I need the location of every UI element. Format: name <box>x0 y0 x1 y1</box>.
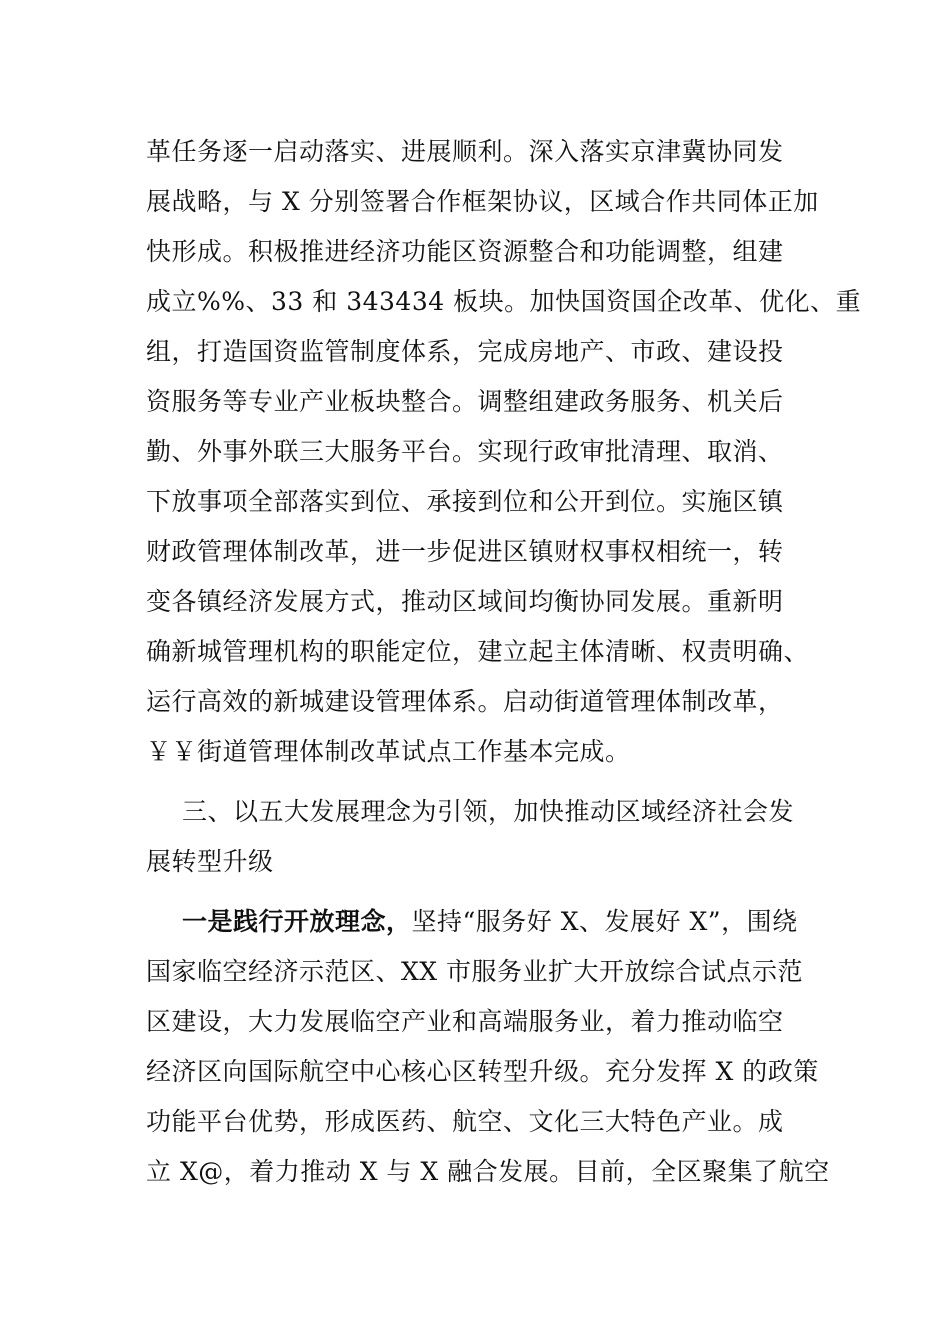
paragraph-2-lead-bold: 一是践行开放理念， <box>182 907 412 936</box>
section-heading-line-2: 展转型升级 <box>146 847 274 876</box>
paragraph-2-line-1-rest: 坚持“服务好 X、发展好 X”，围绕 <box>411 907 798 936</box>
paragraph-2-line-1 <box>182 906 852 938</box>
paragraph-1-line-1: 革任务逐一启动落实、进展顺利。深入落实京津冀协同发 <box>146 137 784 166</box>
paragraph-2-line-3: 区建设，大力发展临空产业和高端服务业，着力推动临空 <box>146 1007 784 1036</box>
paragraph-1-line-5: 组，打造国资监管制度体系，完成房地产、市政、建设投 <box>146 337 784 366</box>
paragraph-1-line-10: 变各镇经济发展方式，推动区域间均衡协同发展。重新明 <box>146 587 784 616</box>
paragraph-1-line-2: 展战略，与 X 分别签署合作框架协议，区域合作共同体正加 <box>146 187 819 216</box>
paragraph-2-line-2: 国家临空经济示范区、XX 市服务业扩大开放综合试点示范 <box>146 957 804 986</box>
paragraph-2-line-6: 立 X@，着力推动 X 与 X 融合发展。目前，全区聚集了航空 <box>146 1157 830 1186</box>
paragraph-1-line-7: 勤、外事外联三大服务平台。实现行政审批清理、取消、 <box>146 437 784 466</box>
paragraph-2-line-5: 功能平台优势，形成医药、航空、文化三大特色产业。成 <box>146 1107 784 1136</box>
paragraph-1-line-11: 确新城管理机构的职能定位，建立起主体清晰、权责明确、 <box>146 637 810 666</box>
paragraph-1-line-8: 下放事项全部落实到位、承接到位和公开到位。实施区镇 <box>146 487 784 516</box>
paragraph-1-line-4: 成立%%、33 和 343434 板块。加快国资国企改革、优化、重 <box>146 287 862 316</box>
paragraph-2-line-4: 经济区向国际航空中心核心区转型升级。充分发挥 X 的政策 <box>146 1057 819 1086</box>
paragraph-1-line-3: 快形成。积极推进经济功能区资源整合和功能调整，组建 <box>146 237 784 266</box>
paragraph-1-line-12: 运行高效的新城建设管理体系。启动街道管理体制改革， <box>146 687 784 716</box>
section-heading-line-1: 三、以五大发展理念为引领，加快推动区域经济社会发 <box>182 797 795 826</box>
paragraph-1-line-13: ￥￥街道管理体制改革试点工作基本完成。 <box>146 737 631 766</box>
paragraph-1-line-6: 资服务等专业产业板块整合。调整组建政务服务、机关后 <box>146 387 784 416</box>
paragraph-1-line-9: 财政管理体制改革，进一步促进区镇财权事权相统一，转 <box>146 537 784 566</box>
